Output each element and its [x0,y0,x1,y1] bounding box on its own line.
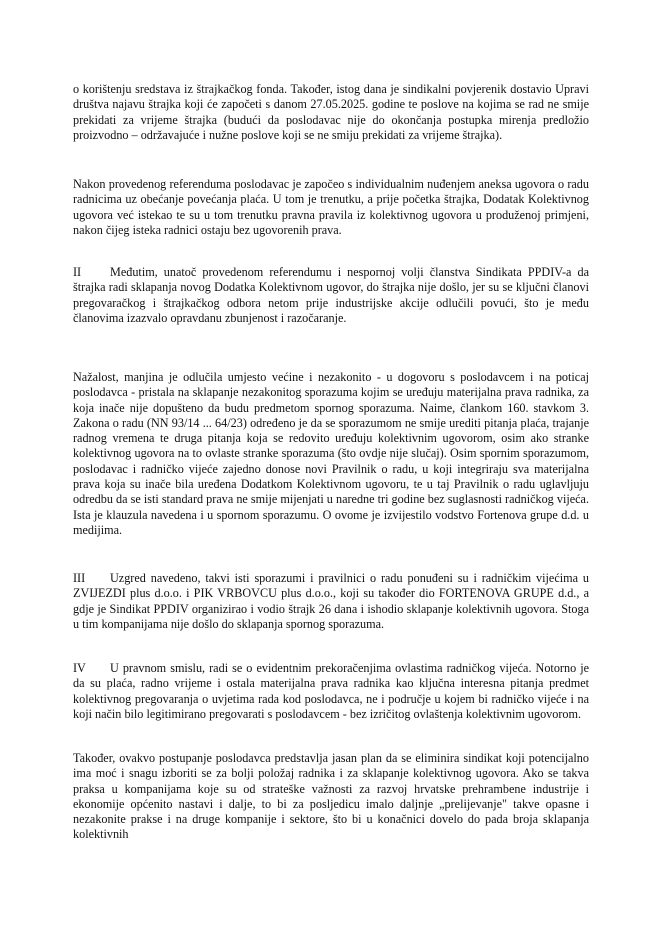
paragraph-employer-plan [73,751,589,843]
paragraph-unlawful-agreement [73,370,589,538]
section-number: IV [73,661,86,675]
paragraph-text: U pravnom smislu, radi se o evidentnim prekoračenjima ovlastima radničkog vijeća. Notorno je da su plaća, radno vrijeme i ostala materijalna prava radnika kao ključna interesna pitanja predmet kolektivnog pregovaranja o uvjetima rada kod poslodavca, ne i područje u kojem bi radničko vijeće i na koji način bilo legitimirano pregovarati s poslodavcem - bez izričitog ovlaštenja kolektivnim ugovorom. [73,661,589,721]
paragraph-section-iii [73,571,589,632]
paragraph-section-ii [73,265,589,326]
paragraph-referendum-annex [73,177,589,238]
paragraph-text: Također, ovakvo postupanje poslodavca predstavlja jasan plan da se eliminira sindikat koji potencijalno ima moć i snagu izboriti se za bolji položaj radnika i za sklapanje kolektivnog ugovora. Ako se takva praksa u kompanijama koje su od strateške važnosti za razvoj hrvatske prehrambene industrije i ekonomije općenito nastavi i dalje, to bi za posljedicu imalo daljnje „prelijevanje" takve opasne i nezakonite prakse i na druge kompanije i sektore, što bi u konačnici dovelo do pada broja sklapanja kolektivnih [73,751,589,842]
paragraph-strike-fund [73,82,589,143]
paragraph-text: Međutim, unatoč provedenom referendumu i nespornoj volji članstva Sindikata PPDIV-a da štrajka radi sklapanja novog Dodatka Kolektivnom ugovor, do štrajka nije došlo, jer su se ključni članovi pregovaračkog i štrajkačkog odbora netom prije industrijske akcije odlučili povući, što je među članovima izazvalo opravdanu zbunjenost i razočaranje. [73,265,589,325]
section-number: III [73,571,86,585]
paragraph-text: Nažalost, manjina je odlučila umjesto većine i nezakonito - u dogovoru s poslodavcem i na poticaj poslodavca - pristala na sklapanje nezakonitog sporazuma kojim se uređuju materijalna prava radnika, za koja inače nije dopušteno da budu predmetom spornog sporazuma. Naime, člankom 160. stavkom 3. Zakona o radu (NN 93/14 ... 64/23) određeno je da se sporazumom ne smije urediti pitanja plaća, trajanje radnog vremena te druga pitanja koja se redovito uređuju kolektivnim ugovorom, osim ako stranke kolektivnog ugovora na to ovlaste stranke sporazuma (što ovdje nije slučaj). Osim spornim sporazumom, poslodavac i radničko vijeće zajedno donose novi Pravilnik o radu, u koji integriraju sva materijalna prava koja su inače bila uređena Dodatkom Kolektivnom ugovoru, te u taj Pravilnik o radu uglavljuju odredbu da se isti standard prava ne smije mijenjati u naredne tri godine bez suglasnosti radničkog vijeća. Ista je klauzula navedena i u spornom sporazumu. O ovome je izvijestilo vodstvo Fortenova grupe d.d. u medijima. [73,370,589,537]
paragraph-text: o korištenju sredstava iz štrajkačkog fonda. Također, istog dana je sindikalni povjerenik dostavio Upravi društva najavu štrajka koji će započeti s danom 27.05.2025. godine te poslove na kojima se rad ne smije prekidati za vrijeme štrajka (budući da poslodavac nije do okončanja postupka mirenja predložio proizvodno – održavajuće i nužne poslove koji se ne smiju prekidati za vrijeme štrajka). [73,82,589,142]
paragraph-section-iv [73,661,589,722]
paragraph-text: Uzgred navedeno, takvi isti sporazumi i pravilnici o radu ponuđeni su i radničkim vijećima u ZVIJEZDI plus d.o.o. i PIK VRBOVCU plus d.o.o., koji su također dio FORTENOVA GRUPE d.d., a gdje je Sindikat PPDIV organizirao i vodio štrajk 26 dana i ishodio sklapanje kolektivnih ugovora. Stoga u tim kompanijama nije došlo do sklapanja spornog sporazuma. [73,571,589,631]
paragraph-text: Nakon provedenog referenduma poslodavac je započeo s individualnim nuđenjem aneksa ugovora o radu radnicima uz obećanje povećanja plaća. U tom je trenutku, a prije početka štrajka, Dodatak Kolektivnog ugovora već istekao te su u tom trenutku pravna pravila iz kolektivnog ugovora u produženoj primjeni, nakon čijeg isteka radnici ostaju bez ugovorenih prava. [73,177,589,237]
section-number: II [73,265,82,279]
